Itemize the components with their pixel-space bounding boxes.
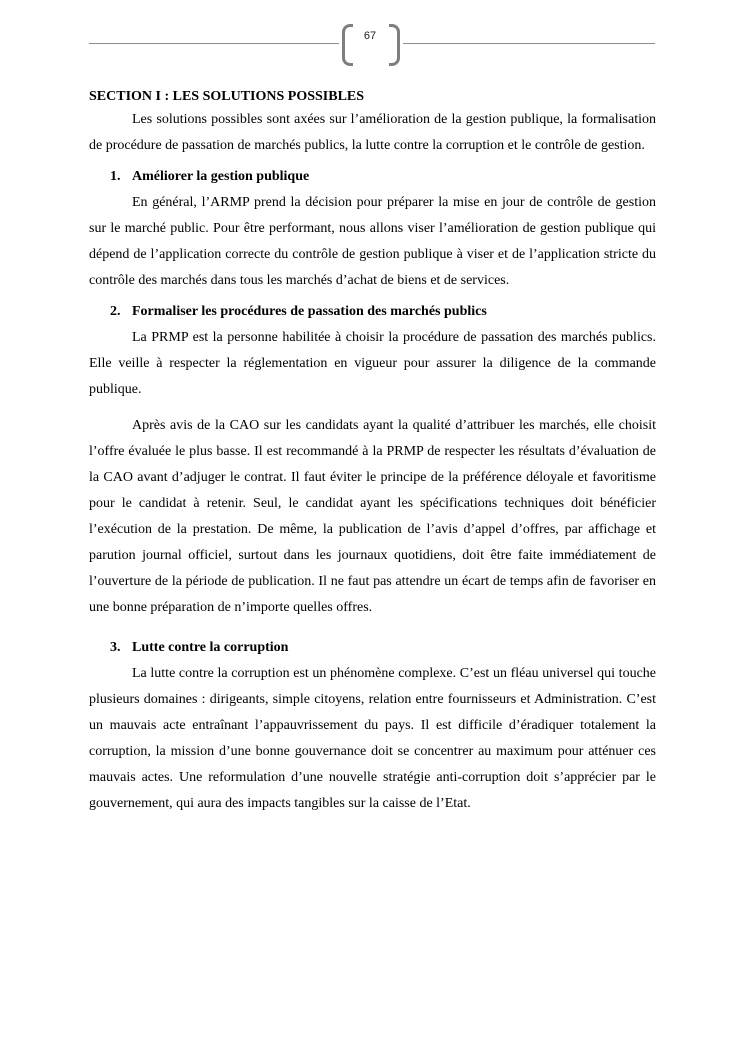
page-number-bracket-right [389, 24, 400, 66]
subsection-heading-2 [110, 299, 656, 325]
page-number: 67 [363, 30, 377, 42]
header-rule-right [403, 43, 655, 44]
page-header [89, 22, 655, 64]
subsection-heading-3 [110, 635, 656, 661]
subsection-number: 3. [110, 640, 121, 655]
subsection-title: Lutte contre la corruption [132, 640, 289, 655]
paragraph: La lutte contre la corruption est un phénomène complexe. C’est un fléau universel qui touche plusieurs domaines : dirigeants, simple citoyens, relation entre fournisseurs et Administration. C’est un mauvais acte entraînant l’appauvrissement du pays. Il est difficile d’éradiquer totalement la corruption, la mission d’une bonne gouvernance doit se concentrer au maximum pour atténuer ces mauvais actes. Une reformulation d’une nouvelle stratégie anti-corruption doit s’apprécier par le gouvernement, qui aura des impacts tangibles sur la caisse de l’Etat. [89, 666, 656, 811]
paragraph: En général, l’ARMP prend la décision pour préparer la mise en jour de contrôle de gestion sur le marché public. Pour être performant, nous allons viser l’amélioration de gestion publique qui dépend de l’application correcte du contrôle de gestion publique à viser et de l’application stricte du contrôle des marchés dans tous les marchés d’achat de biens et de services. [89, 195, 656, 288]
subsection-title: Améliorer la gestion publique [132, 169, 310, 184]
page-content [89, 87, 656, 817]
subsection-title: Formaliser les procédures de passation des marchés publics [132, 304, 487, 319]
intro-paragraph: Les solutions possibles sont axées sur l’amélioration de la gestion publique, la formalisation de procédure de passation de marchés publics, la lutte contre la corruption et le contrôle de gestion. [89, 112, 656, 153]
paragraph: Après avis de la CAO sur les candidats ayant la qualité d’attribuer les marchés, elle choisit l’offre évaluée le plus basse. Il est recommandé à la PRMP de respecter les résultats d’évaluation de la CAO avant d’adjuger le contrat. Il faut éviter le principe de la préférence déloyale et favoritisme pour le candidat à retenir. Seul, le candidat ayant les spécifications techniques doit bénéficier l’exécution de la prestation. De même, la publication de l’avis d’appel d’offres, par affichage et parution journal officiel, surtout dans les journaux quotidiens, doit être faite immédiatement de l’ouverture de la période de publication. Il ne faut pas attendre un écart de temps afin de favoriser en une bonne préparation de n’importe quelles offres. [89, 418, 656, 615]
section-title: SECTION I : LES SOLUTIONS POSSIBLES [89, 89, 365, 104]
subsection-heading-1 [110, 164, 656, 190]
header-rule-left [89, 43, 339, 44]
subsection-number: 2. [110, 304, 121, 319]
subsection-number: 1. [110, 169, 121, 184]
paragraph: La PRMP est la personne habilitée à choisir la procédure de passation des marchés publics. Elle veille à respecter la réglementation en vigueur pour assurer la diligence de la commande publique. [89, 330, 656, 397]
